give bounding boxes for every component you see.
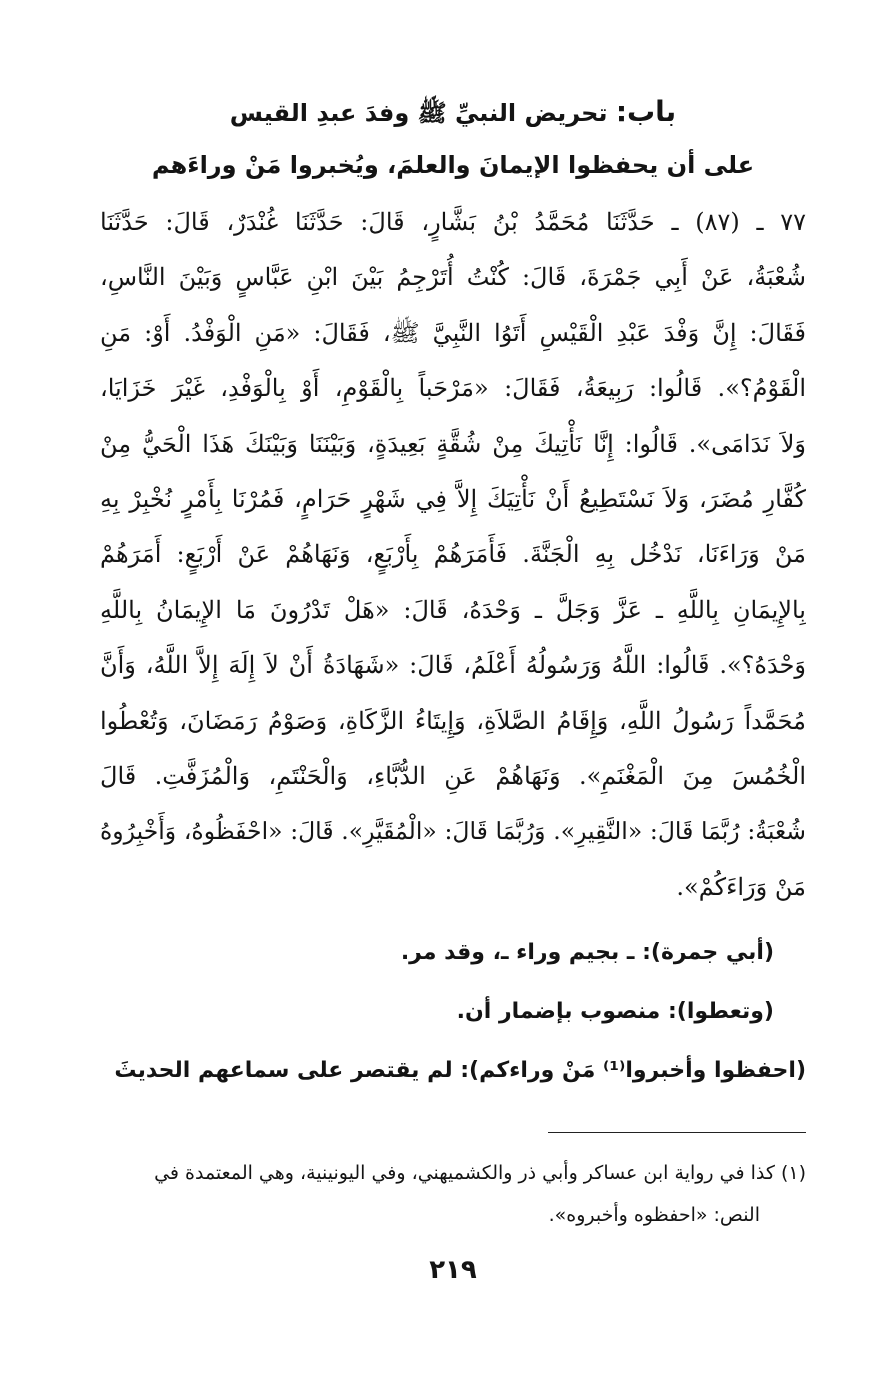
hadith-line: ٧٧ ـ (٨٧) ـ حَدَّثَنَا مُحَمَّدُ بْنُ بَشَّارٍ، قَالَ: حَدَّثَنَا غُنْدَرٌ، قَالَ: حَدَّثَنَا	[100, 208, 806, 236]
hadith-line: كُفَّارِ مُضَرَ، وَلاَ نَسْتَطِيعُ أَنْ نَأْتِيَكَ إِلاَّ فِي شَهْرٍ حَرَامٍ، فَمُرْنَا بِأَمْرٍ نُخْبِرْ بِهِ	[100, 485, 806, 514]
hadith-line: شُعْبَةُ، عَنْ أَبِي جَمْرَةَ، قَالَ: كُنْتُ أُتَرْجِمُ بَيْنَ ابْنِ عَبَّاسٍ وَبَيْنَ النَّاسِ،	[100, 263, 806, 292]
hadith-line: فَقَالَ: إِنَّ وَفْدَ عَبْدِ الْقَيْسِ أَتَوُا النَّبِيَّ ﷺ، فَقَالَ: «مَنِ الْوَفْدُ. أَوْ: مَنِ	[100, 318, 806, 347]
chapter-subtitle: على أن يحفظوا الإيمانَ والعلمَ، ويُخبروا مَنْ وراءَهم	[151, 151, 755, 179]
commentary-notes	[100, 923, 806, 1100]
hadith-line: مُحَمَّداً رَسُولُ اللَّهِ، وَإِقَامُ الصَّلاَةِ، وَإِيتَاءُ الزَّكَاةِ، وَصَوْمُ رَمَضَانَ، وَتُعْطُوا	[100, 706, 806, 735]
hadith-line: شُعْبَةُ: رُبَّمَا قَالَ: «النَّقِيرِ». وَرُبَّمَا قَالَ: «الْمُقَيَّرِ». قَالَ: «احْفَظُوهُ، وَأَخْبِرُوهُ	[100, 817, 806, 846]
footnote	[100, 1152, 806, 1236]
hadith-line: الْقَوْمُ؟». قَالُوا: رَبِيعَةُ، فَقَالَ: «مَرْحَباً بِالْقَوْمِ، أَوْ بِالْوَفْدِ، غَيْرَ خَزَايَا،	[100, 374, 806, 403]
footnote-divider	[548, 1132, 806, 1133]
hadith-line: بِالإِيمَانِ بِاللَّهِ ـ عَزَّ وَجَلَّ ـ وَحْدَهُ، قَالَ: «هَلْ تَدْرُونَ مَا الإِيمَانُ بِاللَّهِ	[100, 595, 806, 624]
commentary-note: (احفظوا وأخبروا⁽¹⁾ مَنْ وراءكم): لم يقتصر على سماعهم الحديثَ	[114, 1058, 806, 1084]
commentary-note: (أبي جمرة): ـ بجيم وراء ـ، وقد مر.	[400, 940, 774, 966]
hadith-line: مَنْ وَرَاءَكُمْ».	[676, 872, 806, 901]
hadith-line: وَلاَ نَدَامَى». قَالُوا: إِنَّا نَأْتِيكَ مِنْ شُقَّةٍ بَعِيدَةٍ، وَبَيْنَنَا وَبَيْنَكَ هَذَا الْحَيُّ مِنْ	[100, 429, 806, 458]
book-page	[100, 92, 806, 1342]
commentary-note: (وتعطوا): منصوب بإضمار أن.	[456, 999, 774, 1025]
hadith-text	[100, 195, 806, 915]
hadith-line: مَنْ وَرَاءَنَا، نَدْخُل بِهِ الْجَنَّةَ. فَأَمَرَهُمْ بِأَرْبَعٍ، وَنَهَاهُمْ عَنْ أَرْبَعٍ: أَمَرَهُمْ	[100, 540, 806, 569]
chapter-prefix: باب:	[615, 95, 677, 128]
footnote-line: النص: «احفظوه وأخبروه».	[548, 1204, 760, 1226]
page-number: ٢١٩	[429, 1255, 477, 1285]
hadith-line: الْخُمُسَ مِنَ الْمَغْنَمِ». وَنَهَاهُمْ عَنِ الدُّبَّاءِ، وَالْحَنْتَمِ، وَالْمُزَفَّتِ. قَالَ	[100, 762, 806, 791]
chapter-title-text: تحريض النبيِّ ﷺ وفدَ عبدِ القيس	[229, 99, 608, 127]
chapter-title	[100, 92, 806, 133]
hadith-line: وَحْدَهُ؟». قَالُوا: اللَّهُ وَرَسُولُهُ أَعْلَمُ، قَالَ: «شَهَادَةُ أَنْ لاَ إِلَهَ إِلاَّ اللَّهُ، وَأَنَّ	[100, 651, 806, 680]
footnote-line: (١) كذا في رواية ابن عساكر وأبي ذر والكشميهني، وفي اليونينية، وهي المعتمدة في	[154, 1162, 806, 1184]
